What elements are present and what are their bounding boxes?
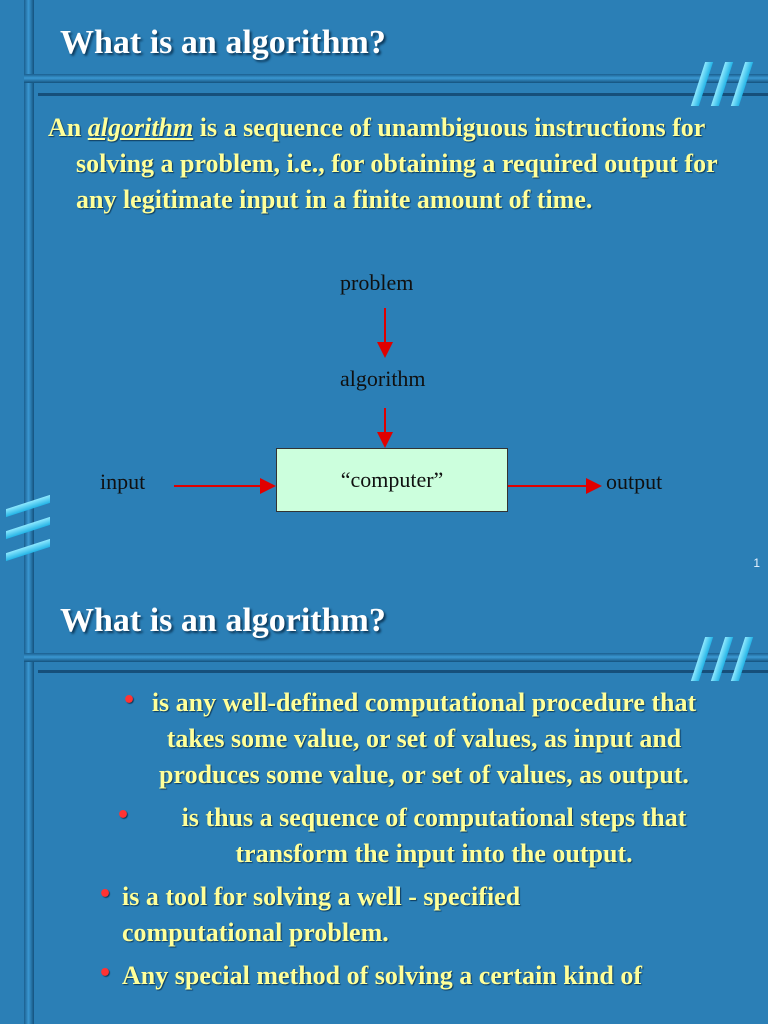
label-input: input <box>100 469 146 494</box>
bullet-icon: • <box>116 803 131 828</box>
definition-prefix: An <box>48 113 88 142</box>
label-problem: problem <box>340 270 414 295</box>
slide-2 <box>0 585 768 1024</box>
definition-term: algorithm <box>87 113 194 142</box>
definition-text: is a sequence of unambiguous instructions for solving a problem, i.e., for obtaining a required output for any legitimate input in a finite amount of time. <box>76 113 718 214</box>
label-output: output <box>606 469 663 494</box>
list-item <box>48 800 760 872</box>
title-divider-bar <box>24 653 768 662</box>
bullet-text: is any well-defined computational procedure that takes some value, or set of values, as input and produces some value, or set of values, as output. <box>151 688 697 789</box>
slide-title: What is an algorithm? <box>60 602 386 639</box>
left-frame-bar <box>24 585 34 1024</box>
slide-title: What is an algorithm? <box>60 24 386 61</box>
bullet-text: is a tool for solving a well - specified computational problem. <box>122 882 521 947</box>
bullet-text: is thus a sequence of computational steps that transform the input into the output. <box>181 803 687 868</box>
bullet-text: Any special method of solving a certain kind of <box>122 961 643 990</box>
bullet-icon: • <box>98 882 113 907</box>
definition-bullets <box>48 685 760 1001</box>
stripes-icon <box>692 637 762 683</box>
page-number: 1 <box>753 556 760 570</box>
panel-top-edge <box>38 670 768 673</box>
bullet-icon: • <box>98 961 113 986</box>
computer-box <box>276 448 508 512</box>
label-algorithm: algorithm <box>340 366 426 391</box>
label-computer: “computer” <box>340 467 444 492</box>
list-item <box>48 958 760 994</box>
bullet-icon: • <box>122 688 137 713</box>
list-item <box>48 879 760 951</box>
list-item <box>48 685 760 793</box>
